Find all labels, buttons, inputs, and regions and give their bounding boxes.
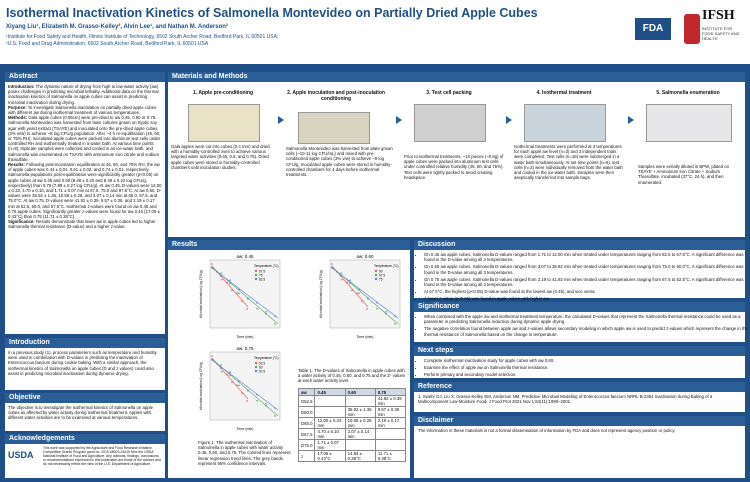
table-cell: 0.75 [375, 389, 405, 396]
legend-title: Temperature (°C) [374, 264, 399, 268]
table-cell: 3.07 ± 0.14 min [345, 429, 375, 440]
results-heading: Results [168, 240, 410, 250]
plot-area [210, 260, 280, 328]
data-point [340, 272, 342, 274]
table-cell: 4.70 ± 0.10 min [315, 429, 345, 440]
figure-caption: Figure 1. The isothermal inactivation of Salmonella in apple cubes with water activity 0.45, 0.60, and 0.75. The colored lines represent linear regression trend lines. The grey bands represent 95% confidence intervals. [198, 440, 291, 466]
objective-text: The objective is to investigate the isothermal kinetics of Salmonella on apple cubes as affected by water activity during isothermal treatment. Apples with different water activities are to be examined at various temperatures. [8, 405, 153, 421]
data-point [241, 300, 243, 302]
data-point [229, 282, 231, 284]
water-bath-photo [524, 104, 606, 142]
data-point [247, 390, 249, 392]
data-point [247, 298, 249, 300]
data-point [341, 279, 343, 281]
data-point [274, 415, 276, 417]
significance-item: • When combined with the apple aw and isothermal treatment temperature, the calculated D-values that represent the Salmonella thermal resistance could be used as a parameter in predicting Salmonella reduction during dynamic apple drying. [424, 314, 748, 324]
table-cell [345, 440, 375, 451]
arrow-icon [506, 116, 512, 124]
significance-heading: Significance [414, 302, 745, 312]
data-point [349, 279, 351, 281]
discussion-item: • At 67.5°C, the highest (p<0.05) D-value was found at the lowest aw (0.45), and vice versa. [424, 289, 748, 294]
data-point [256, 302, 258, 304]
data-point [394, 323, 396, 325]
data-point [340, 275, 342, 277]
ifsh-logo-text: IFSH [702, 8, 735, 23]
table-cell: D67.5 [299, 429, 315, 440]
table-cell: z [299, 451, 315, 462]
step-5-title: 5. Salmonella enumeration [656, 90, 720, 96]
data-point [367, 298, 369, 300]
significance-list [416, 314, 748, 339]
introduction-text: In a previous study (1), process parameters such as temperature and humidity were used in combination with D-values in predicting the inactivation of Enterococcus faecium during cookie baking. With a similar approach, the isothermal kinetics of Salmonella on apple cubes (D and z values) could also assist in predicting microbial inactivation during dynamic drying. [8, 350, 157, 376]
chart-aw-075 [198, 344, 284, 434]
table-row [299, 429, 406, 440]
legend-label: 67.5 [259, 369, 266, 374]
next-steps-heading: Next steps [414, 346, 745, 356]
disclaimer-panel [414, 426, 745, 478]
data-point [229, 374, 231, 376]
table-cell [315, 407, 345, 418]
data-point [274, 407, 276, 409]
data-point [366, 308, 368, 310]
table-cell: 14.84 ± 0.38°C [345, 451, 375, 462]
legend-label: 60 [259, 365, 263, 370]
legend-title: Temperature (°C) [254, 264, 279, 268]
inoculation-photo [298, 112, 370, 144]
abstract-results-label: Results: [8, 162, 25, 168]
abstract-results: Following post-inoculation equilibration at 45, 60, and 75% RH, the aw of apple cubes was 0.44 ± 0.01, 0.61 ± 0.02, and 0.74 ± 0.01, respectively. Salmonella populations post-equilibration were significantly greater (p<0.05) on apple cubes at aw 0.45 and 0.60 (8.48 ± 0.20 and 8.49 ± 0.22 log CFU/g, respectively) than 0.75 (7.89 ± 0.27 log CFU/g). At aw 0.45, D-values were 12.00 ± 0.33, 4.70 ± 0.10, and 1.71 ± 0.07 min at 67.5, 75.0 and 87.5°C. At aw 0.60, D-values were 35.92 ± 1.36, 10.55 ± 0.28, and 3.07 ± 0.14 min at 65.0, 67.5, and 75.0°C. At aw 0.75, D-values were 41.92 ± 0.39, 9.57 ± 0.36, and 2.19 ± 0.17 min at 52.5, 60.0, and 67.5°C. Isothermal z-values were found on aw 0.45 and 0.75 apple cubes. Significantly greater z-values were found for aw 0.45 (17.06 ± 0.43°C) than 0.75 (11.71 ± 0.38°C). [8, 162, 162, 220]
plot-area [210, 352, 280, 420]
arrow-icon [396, 116, 402, 124]
data-point [256, 400, 258, 402]
chart-title: aw: 0.45 [236, 254, 254, 259]
materials-methods-heading: Materials and Methods [168, 72, 745, 82]
data-point [220, 364, 222, 366]
step-2-title: 2. Apple inoculation and post-inoculation conditioning [287, 90, 385, 102]
table-cell [315, 396, 345, 407]
data-point [229, 371, 231, 373]
y-axis-label: Microbial inactivation (Log CFU/g) [199, 269, 203, 319]
discussion-item: • On 0.75 aw apple cubes, Salmonella D-values ranged from 2.19 to 41.92 min when treated under temperatures ranging from 67.5 to 52.5°C. A significant difference was found in the D-value among all 3 temperatures. [424, 277, 748, 287]
legend-marker [255, 270, 257, 272]
data-point [376, 308, 378, 310]
table-cell: 2.19 ± 0.17 min [375, 418, 405, 429]
discussion-item: • On 0.45 aw apple cubes, Salmonella D-values ranged from 1.71 to 12.00 min when treated under temperatures ranging from 82.5 to 67.5°C. A significant difference was found in the D-value among all 3 temperatures. [424, 252, 748, 262]
data-point [226, 374, 228, 376]
data-point [236, 384, 238, 386]
abstract-purpose-label: Purpose: [8, 104, 27, 110]
results-panel [168, 250, 410, 478]
table-cell [375, 429, 405, 440]
abstract-intro-label: Introduction: [8, 84, 35, 89]
legend-label: 75 [379, 277, 383, 282]
data-point [211, 263, 213, 265]
data-point [346, 282, 348, 284]
objective-panel [5, 403, 165, 431]
reference-heading: Reference [414, 382, 745, 392]
legend-label: 67.5 [379, 273, 386, 278]
data-point [221, 371, 223, 373]
x-axis-label: Time (min) [236, 335, 254, 339]
abstract-purpose: To investigate Salmonella inactivation on partially dried apple cubes with different aw during isothermal treatment of various temperatures. [8, 104, 157, 116]
ifsh-mark-icon [684, 14, 700, 44]
data-point [220, 272, 222, 274]
d-value-table [298, 388, 406, 462]
data-point [274, 323, 276, 325]
next-steps-panel [414, 356, 745, 378]
table-cell: 41.92 ± 0.39 min [375, 396, 405, 407]
table-cell: aw [299, 389, 315, 396]
fda-logo: FDA [635, 18, 671, 40]
data-point [361, 300, 363, 302]
introduction-heading: Introduction [5, 338, 165, 348]
data-point [221, 279, 223, 281]
data-point [351, 290, 353, 292]
legend-label: 75 [259, 273, 263, 278]
x-axis-label: Time (min) [356, 335, 374, 339]
table-cell: 12.00 ± 0.33 min [315, 418, 345, 429]
materials-methods-panel [168, 82, 745, 237]
discussion-item: • On 0.60 aw apple cubes, Salmonella D-values ranged from 3.07 to 35.92 min when treated under temperatures ranging from 75.0 to 60.0°C. A significant difference was found in the D-value among all 3 temperatures. [424, 264, 748, 274]
objective-heading: Objective [5, 393, 165, 403]
legend-label: 67.5 [259, 269, 266, 274]
data-point [376, 302, 378, 304]
data-point [220, 275, 222, 277]
affiliation-1: ¹Institute for Food Safety and Health, Illinois Institute of Technology, 6502 South Archer Road, Bedford Park, IL 60501 USA; [6, 34, 279, 40]
next-steps-item: • Perform primary and secondary model selection. [424, 372, 748, 377]
legend-label: 52.5 [259, 361, 266, 366]
y-axis-label: Microbial inactivation (Log CFU/g) [319, 269, 323, 319]
legend-marker [375, 278, 377, 280]
table-cell: 11.71 ± 0.38°C [375, 451, 405, 462]
arrow-icon [278, 116, 284, 124]
affiliation-2: ²U.S. Food and Drug Administration, 6502 South Archer Road, Bedford Park, IL 60501 USA [6, 41, 209, 47]
data-point [226, 282, 228, 284]
table-cell: 9.57 ± 0.36 min [375, 407, 405, 418]
data-point [265, 403, 267, 405]
x-axis-label: Time (min) [236, 427, 254, 431]
table-cell: D65.0 [299, 418, 315, 429]
table-cell: D60.0 [299, 407, 315, 418]
legend-title: Temperature (°C) [254, 356, 279, 360]
discussion-item: • A lower z-value (p<0.05) was found in apple cubes with higher aw. [424, 296, 748, 301]
plot-area [330, 260, 400, 328]
table-cell [375, 440, 405, 451]
data-point [246, 400, 248, 402]
disclaimer-text: The information in these materials is not a formal dissemination of information by FDA and does not represent agency position or policy. [418, 428, 676, 433]
reference-text: 1. Swehr GJ, Liu X, Grasso-Kelley EM, Anderson NM. Predictive Microbial Modeling of Enterococcus faecium NRRL B-2354 Inactivation during Baking of a Multicomponent Low-Moisture Food. J Food Prot 2021 Nov 1;84(11):1990–2001. [418, 394, 713, 405]
disclaimer-heading: Disclaimer [414, 416, 745, 426]
data-point [238, 385, 240, 387]
chart-title: aw: 0.75 [236, 346, 254, 351]
chart-aw-045 [198, 252, 284, 342]
discussion-panel [414, 250, 745, 302]
legend-marker [375, 270, 377, 272]
table-cell [345, 396, 375, 407]
table-cell: D75.0 [299, 440, 315, 451]
significance-panel [414, 312, 748, 342]
table-cell: D52.5 [299, 396, 315, 407]
significance-item: • The negative correlation found between apple aw and z-values allows secondary modeling in which apple aw is used to predict z-values which represent the change in the thermal resistance of Salmonella based on the change in temperature. [424, 326, 748, 336]
table-cell: 0.45 [315, 389, 345, 396]
poster-title: Isothermal Inactivation Kinetics of Salmonella Montevideo on Partially Dried Apple Cubes [6, 6, 538, 20]
data-point [238, 293, 240, 295]
step-4-text: Isothermal treatments were performed at 3 temperatures for each apple aw level (n=3) and 3 independent trials were completed. Test cells (n=18) were submerged in a water bath simultaneously. At set time points (n=6), test cells (n=3) were individually removed from the water bath and cooled in the ice-water bath. Samples were then aseptically transferred into sample bags. [514, 144, 623, 181]
data-point [256, 308, 258, 310]
data-point [256, 394, 258, 396]
acknowledgements-panel [5, 444, 165, 478]
abstract-intro: The dynamic nature of drying from high to low water activity (aw) poses challenges in predicting microbial lethality. Additional data on the thermal inactivation kinetics of Salmonella on apple cubes can assist in predicting microbial inactivation during drying. [8, 84, 159, 105]
table-caption: Table 1. The D-values of Salmonella in apple cubes with a water activity of 0.45, 0.60, and 0.75 and the Z- values at each water activity level. [298, 368, 406, 384]
data-point [274, 315, 276, 317]
step-4-title: 4. Isothermal treatment [536, 90, 592, 96]
data-point [331, 266, 333, 268]
data-point [349, 282, 351, 284]
apple-cubes-photo [188, 104, 260, 142]
next-steps-item: • Examine the effect of apple aw on Salmonella thermal resistance. [424, 365, 748, 370]
next-steps-list [416, 358, 748, 380]
test-cell-photo [414, 104, 486, 142]
data-point [211, 266, 213, 268]
data-point [211, 358, 213, 360]
abstract-methods: Gala apple cubes (0.95cm) were pre-dried to aw 0.45, 0.60 or 0.75. Salmonella Montevideo was harvested from lawn cultures grown on tryptic soy agar with yeast extract (TSAYE) and inoculated onto the pre-dried apple cubes (3% w/w) to achieve ~8 log CFU/g population. After ~4 h re-equilibration (45, 60, or 75% RH), inoculated apple cubes were packed into aluminum test cells under controlled RH and isothermally treated in a water bath. At various time points (n=8), triplicate samples were collected and cooled in an ice-water bath, and Salmonella was enumerated on TSAYE with ammonium iron citrate and sodium thiosulfate. [8, 115, 161, 162]
arrow-icon [628, 116, 634, 124]
table-row [299, 396, 406, 407]
table-row [299, 389, 406, 396]
data-point [358, 293, 360, 295]
data-point [265, 311, 267, 313]
introduction-panel [5, 348, 165, 390]
next-steps-item: • Complete isothermal inactivation study for apple cubes with aw 0.60. [424, 358, 748, 363]
plates-photo [646, 104, 732, 142]
data-point [229, 279, 231, 281]
data-point [385, 313, 387, 315]
table-cell: 10.55 ± 0.28 min [345, 418, 375, 429]
abstract-methods-label: Methods: [8, 115, 28, 121]
data-point [265, 313, 267, 315]
abstract-panel [5, 82, 165, 334]
poster-header [0, 0, 750, 64]
data-point [241, 392, 243, 394]
table-cell: 1.71 ± 0.07 min [315, 440, 345, 451]
table-row [299, 451, 406, 462]
chart-title: aw: 0.60 [356, 254, 374, 259]
chart-aw-060 [318, 252, 404, 342]
legend-marker [255, 366, 257, 368]
usda-logo: USDA [8, 450, 34, 460]
abstract-heading: Abstract [5, 72, 165, 82]
legend-label: 60 [379, 269, 383, 274]
legend-marker [255, 278, 257, 280]
discussion-heading: Discussion [414, 240, 745, 250]
step-5-text: Samples were serially diluted in BPW, plated on TSAYE + Ammonium Iron Citrate + Sodium Thiosulfate, incubated (37°C, 24 h), and then enumerated. [638, 164, 729, 185]
abstract-significance-label: Significance: [8, 219, 35, 225]
step-3-text: Prior to isothermal treatments, ~10 pieces (~0.8g) of apple cubes were packed into aluminum test cells under controlled relative humidity (45, 60, and 75%). Test cells were tightly packed to avoid creating headspace. [404, 154, 504, 180]
data-point [238, 289, 240, 291]
reference-panel [414, 392, 745, 412]
step-2-text: Salmonella Montevideo was harvested from plate grown cells (~10-11 log CFU/mL) and mixed with pre-conditioned apple cubes (3% v/w) to achieve ~8 log CFU/g. Inoculated apple cubes were stored in humidity-controlled chambers for 4 days before isothermal treatments. [286, 146, 393, 178]
ifsh-logo [680, 8, 740, 52]
table-cell: 0.60 [345, 389, 375, 396]
data-point [231, 290, 233, 292]
data-point [231, 382, 233, 384]
step-1-title: 1. Apple pre-conditioning [192, 90, 254, 96]
discussion-list [416, 252, 748, 304]
ifsh-logo-sub: INSTITUTE FOR FOOD SAFETY AND HEALTH [702, 26, 740, 41]
data-point [356, 292, 358, 294]
step-1-text: Gala apples were cut into cubes (0.4 mm) and dried with a humidity-controlled oven to achieve various targeted water activities (0.45, 0.6, and 0.75). Dried apple cubes were stored in humidity-controlled chambers until inoculation studies. [171, 144, 270, 170]
data-point [220, 367, 222, 369]
acknowledgements-heading: Acknowledgements [5, 434, 165, 444]
step-3-title: 3. Test cell packing [426, 90, 472, 96]
legend-marker [255, 370, 257, 372]
legend-marker [375, 274, 377, 276]
abstract-significance: Results demonstrate that lower aw in apple cubes led to higher Salmonella thermal resistance (D-value) and a higher z-value. [8, 219, 156, 230]
data-point [358, 289, 360, 291]
data-point [265, 405, 267, 407]
table-cell: 17.06 ± 0.43°C [315, 451, 345, 462]
y-axis-label: Microbial inactivation (Log CFU/g) [199, 361, 203, 411]
legend-marker [255, 362, 257, 364]
data-point [246, 308, 248, 310]
data-point [211, 355, 213, 357]
data-point [394, 315, 396, 317]
authors: Xiyang Liu¹, Elizabeth M. Grasso-Kelley², Alvin Lee¹, and Nathan M. Anderson² [6, 24, 228, 30]
table-cell: 35.92 ± 1.36 min [345, 407, 375, 418]
table-row [299, 440, 406, 451]
data-point [238, 381, 240, 383]
legend-label: 82.5 [259, 277, 266, 282]
table-row [299, 407, 406, 418]
acknowledgements-text: This work was supported by the Agriculture and Food Research Initiative Competitive Grants Program grant no. 2015-68003-23415 from the USDA National Institute of Food and Agriculture. Any opinions, findings, conclusions, or recommendations expressed in this publication are those of the authors and do not necessarily reflect the view of the U.S. Department of Agriculture. [43, 446, 161, 467]
data-point [385, 311, 387, 313]
data-point [236, 292, 238, 294]
data-point [331, 263, 333, 265]
table-row [299, 418, 406, 429]
legend-marker [255, 274, 257, 276]
